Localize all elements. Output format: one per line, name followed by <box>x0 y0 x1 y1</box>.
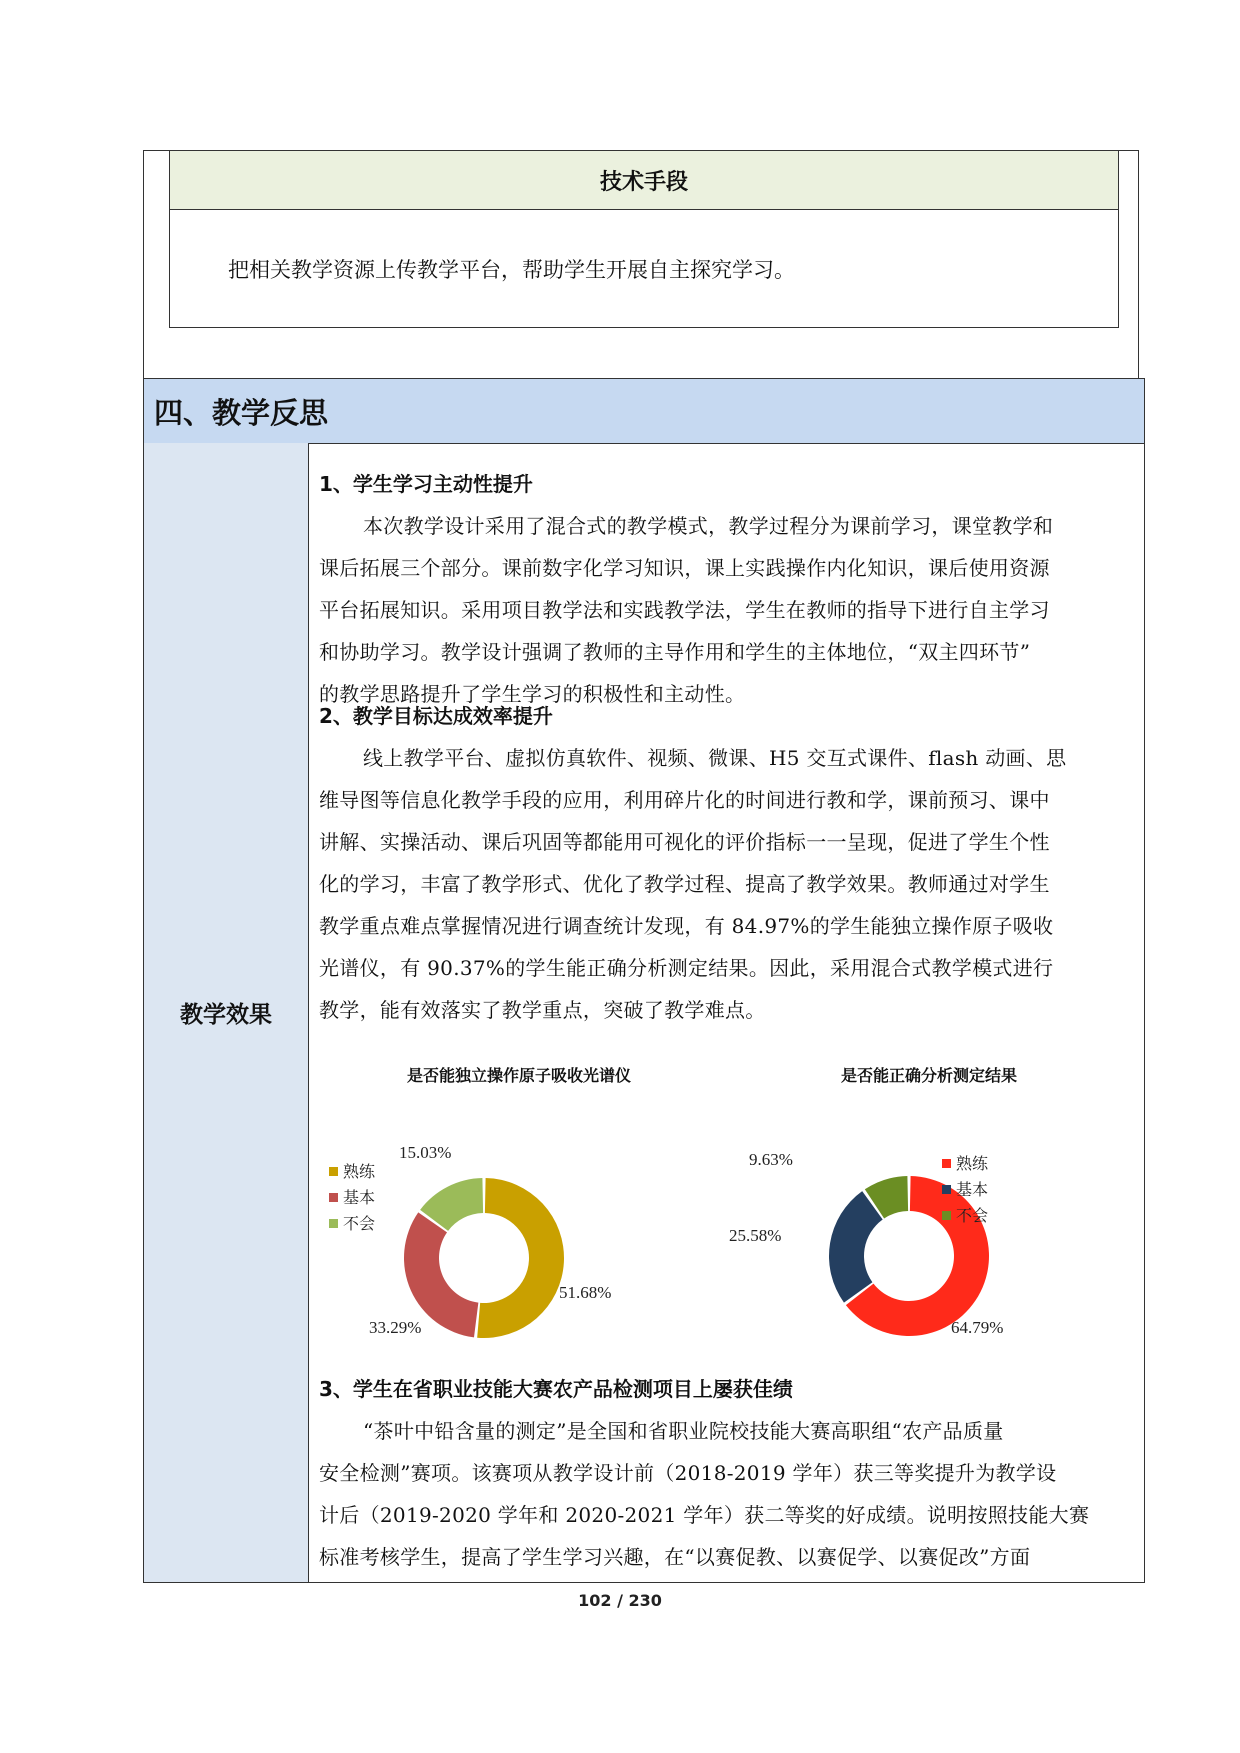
slice-label: 51.68% <box>559 1283 612 1302</box>
line: 计后（2019-2020 学年和 2020-2021 学年）获二等奖的好成绩。说明按照技能大赛 <box>319 1503 1090 1527</box>
row-label: 教学效果 <box>144 443 309 1582</box>
line: 平台拓展知识。采用项目教学法和实践教学法，学生在教师的指导下进行自主学习 <box>319 598 1050 622</box>
page-number: 102 / 230 <box>578 1591 662 1610</box>
donut-chart-1 <box>319 1063 719 1343</box>
item-paragraph <box>319 505 1134 715</box>
donut-svg-1 <box>319 1063 719 1343</box>
legend-swatch <box>942 1185 951 1194</box>
slice-熟练 <box>477 1178 564 1338</box>
item-paragraph <box>319 1410 1134 1578</box>
legend-label: 熟练 <box>956 1154 989 1173</box>
line: 安全检测”赛项。该赛项从教学设计前（2018-2019 学年）获三等奖提升为教学设 <box>319 1461 1057 1485</box>
line: 课后拓展三个部分。课前数字化学习知识，课上实践操作内化知识，课后使用资源 <box>319 556 1050 580</box>
legend-label: 不会 <box>956 1206 989 1225</box>
legend-label: 不会 <box>343 1214 376 1233</box>
legend-label: 基本 <box>956 1180 989 1199</box>
section-title: 四、教学反思 <box>143 378 1145 444</box>
line: 讲解、实操活动、课后巩固等都能用可视化的评价指标一一呈现，促进了学生个性 <box>319 830 1050 854</box>
donut-svg-2 <box>729 1063 1129 1343</box>
legend-label: 熟练 <box>343 1162 376 1181</box>
line: 本次教学设计采用了混合式的教学模式，教学过程分为课前学习，课堂教学和 <box>363 514 1054 538</box>
donut-chart-2 <box>729 1063 1129 1343</box>
slice-label: 25.58% <box>729 1226 782 1245</box>
chart-title: 是否能独立操作原子吸收光谱仪 <box>406 1066 631 1085</box>
slice-label: 9.63% <box>749 1150 793 1169</box>
legend-swatch <box>942 1211 951 1220</box>
chart-title: 是否能正确分析测定结果 <box>840 1066 1017 1085</box>
line: 光谱仪，有 90.37%的学生能正确分析测定结果。因此，采用混合式教学模式进行 <box>319 956 1054 980</box>
line: 教学重点难点掌握情况进行调查统计发现，有 84.97%的学生能独立操作原子吸收 <box>319 914 1054 938</box>
item-3 <box>319 1368 1134 1578</box>
item-2 <box>319 695 1134 1031</box>
tech-means-header: 技术手段 <box>170 151 1118 210</box>
line: 化的学习，丰富了教学形式、优化了教学过程、提高了教学效果。教师通过对学生 <box>319 872 1050 896</box>
tech-means-table <box>169 150 1119 328</box>
item-heading: 1、学生学习主动性提升 <box>319 472 533 496</box>
item-paragraph <box>319 737 1134 1031</box>
item-1 <box>319 463 1134 715</box>
legend-swatch <box>329 1167 338 1176</box>
line: 的教学思路提升了学生学习的积极性和主动性。 <box>319 682 746 706</box>
line: “茶叶中铅含量的测定”是全国和省职业院校技能大赛高职组“农产品质量 <box>363 1419 1004 1443</box>
reflection-table <box>143 443 1145 1583</box>
slice-label: 15.03% <box>399 1143 452 1162</box>
slice-label: 33.29% <box>369 1318 422 1337</box>
legend-swatch <box>329 1193 338 1202</box>
legend-label: 基本 <box>343 1188 376 1207</box>
line: 线上教学平台、虚拟仿真软件、视频、微课、H5 交互式课件、flash 动画、思 <box>363 746 1067 770</box>
legend-swatch <box>329 1219 338 1228</box>
slice-label: 64.79% <box>951 1318 1004 1337</box>
line: 教学，能有效落实了教学重点，突破了教学难点。 <box>319 998 766 1022</box>
line: 维导图等信息化教学手段的应用，利用碎片化的时间进行教和学，课前预习、课中 <box>319 788 1050 812</box>
tech-means-text: 把相关教学资源上传教学平台，帮助学生开展自主探究学习。 <box>228 258 795 282</box>
item-heading: 2、教学目标达成效率提升 <box>319 704 553 728</box>
legend-swatch <box>942 1159 951 1168</box>
line: 和协助学习。教学设计强调了教师的主导作用和学生的主体地位，“双主四环节” <box>319 640 1031 664</box>
line: 标准考核学生，提高了学生学习兴趣，在“以赛促教、以赛促学、以赛促改”方面 <box>319 1545 1031 1569</box>
item-heading: 3、学生在省职业技能大赛农产品检测项目上屡获佳绩 <box>319 1377 793 1401</box>
